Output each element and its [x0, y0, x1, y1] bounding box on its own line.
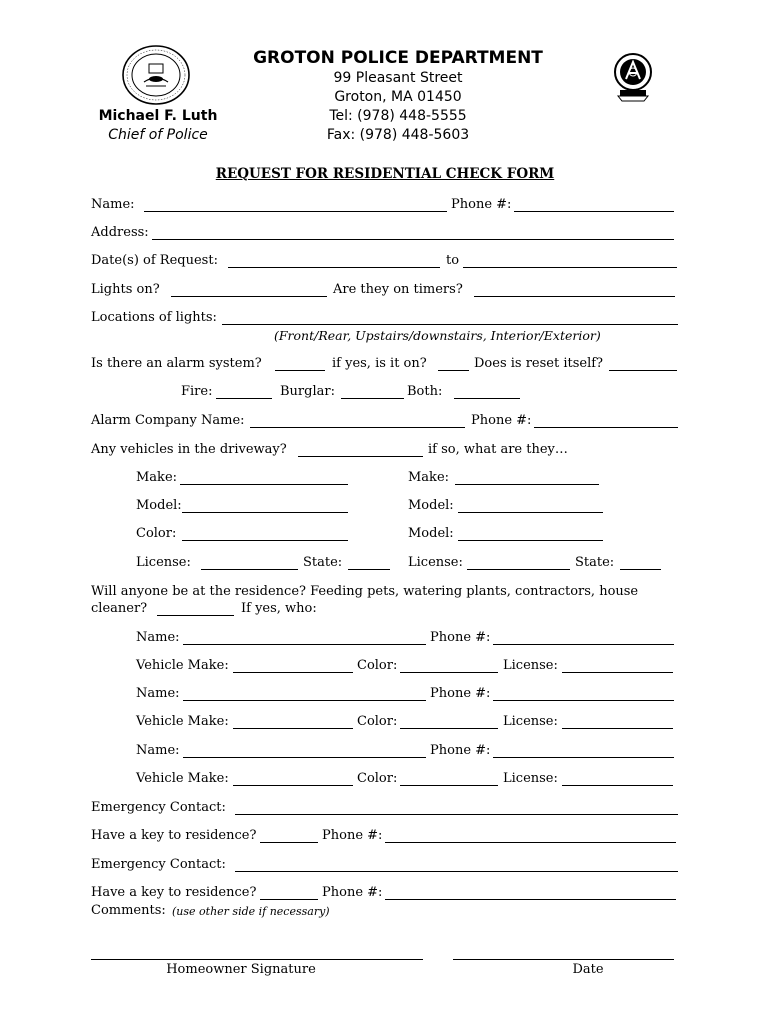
- emergency2-label: Emergency Contact:: [91, 857, 226, 872]
- signature-label: Homeowner Signature: [166, 962, 316, 977]
- vehicle2-state-label: State:: [575, 555, 615, 570]
- person1-color-label: Color:: [357, 658, 398, 673]
- vehicle2-make-field[interactable]: [455, 484, 599, 485]
- person3-license-field[interactable]: [562, 785, 673, 786]
- address-field[interactable]: [152, 239, 674, 240]
- date-from-field[interactable]: [228, 267, 440, 268]
- dates-label: Date(s) of Request:: [91, 253, 218, 268]
- burglar-field[interactable]: [341, 398, 404, 399]
- fire-label: Fire:: [181, 384, 213, 399]
- date-field[interactable]: [453, 959, 674, 960]
- person2-color-label: Color:: [357, 714, 398, 729]
- department-title: GROTON POLICE DEPARTMENT: [253, 48, 543, 68]
- timers-label: Are they on timers?: [333, 282, 463, 297]
- vehicle1-make-field[interactable]: [180, 484, 348, 485]
- reset-field[interactable]: [609, 370, 677, 371]
- vehicle2-model2-label: Model:: [408, 526, 454, 541]
- person2-color-field[interactable]: [400, 728, 498, 729]
- timers-field[interactable]: [474, 296, 675, 297]
- person2-name-label: Name:: [136, 686, 180, 701]
- vehicle1-color-field[interactable]: [182, 540, 348, 541]
- person3-vehicle-make-field[interactable]: [233, 785, 353, 786]
- alarm-field[interactable]: [275, 370, 325, 371]
- person2-phone-field[interactable]: [493, 700, 674, 701]
- key2-field[interactable]: [260, 899, 318, 900]
- person2-name-field[interactable]: [183, 700, 426, 701]
- anyone-question-line1: Will anyone be at the residence? Feeding pets, watering plants, contractors, house: [91, 584, 639, 599]
- person2-license-field[interactable]: [562, 728, 673, 729]
- comments-hint: (use other side if necessary): [172, 905, 330, 918]
- key2-phone-field[interactable]: [385, 899, 676, 900]
- vehicle1-model-label: Model:: [136, 498, 182, 513]
- person1-name-field[interactable]: [183, 644, 426, 645]
- phone-field[interactable]: [514, 211, 674, 212]
- form-title: REQUEST FOR RESIDENTIAL CHECK FORM: [215, 166, 555, 182]
- person3-vehicle-make-label: Vehicle Make:: [136, 771, 229, 786]
- person2-vehicle-make-label: Vehicle Make:: [136, 714, 229, 729]
- key2-label: Have a key to residence?: [91, 885, 257, 900]
- locations-label: Locations of lights:: [91, 310, 217, 325]
- vehicles-what-label: if so, what are they…: [428, 442, 568, 457]
- vehicle1-state-field[interactable]: [348, 569, 390, 570]
- anyone-field[interactable]: [157, 615, 234, 616]
- vehicle2-license-label: License:: [408, 555, 463, 570]
- locations-field[interactable]: [222, 324, 678, 325]
- vehicle2-model-label: Model:: [408, 498, 454, 513]
- person3-color-field[interactable]: [400, 785, 498, 786]
- phone-label: Phone #:: [451, 197, 512, 212]
- person1-color-field[interactable]: [400, 672, 498, 673]
- vehicle1-license-field[interactable]: [201, 569, 298, 570]
- chief-name: Michael F. Luth: [98, 108, 218, 124]
- name-label: Name:: [91, 197, 135, 212]
- signature-field[interactable]: [91, 959, 423, 960]
- person3-color-label: Color:: [357, 771, 398, 786]
- key1-label: Have a key to residence?: [91, 828, 257, 843]
- vehicles-label: Any vehicles in the driveway?: [91, 442, 287, 457]
- vehicle2-model-field[interactable]: [458, 512, 603, 513]
- vehicle1-make-label: Make:: [136, 470, 178, 485]
- fire-field[interactable]: [216, 398, 272, 399]
- vehicle1-color-label: Color:: [136, 526, 177, 541]
- key1-phone-field[interactable]: [385, 842, 676, 843]
- locations-hint: (Front/Rear, Upstairs/downstairs, Interior/Exterior): [274, 328, 601, 343]
- alarm-company-field[interactable]: [250, 427, 465, 428]
- key1-field[interactable]: [260, 842, 318, 843]
- burglar-label: Burglar:: [280, 384, 335, 399]
- if-yes-who-label: If yes, who:: [241, 601, 317, 616]
- vehicle2-license-field[interactable]: [467, 569, 570, 570]
- person2-license-label: License:: [503, 714, 558, 729]
- vehicle2-make-label: Make:: [408, 470, 450, 485]
- person3-name-label: Name:: [136, 743, 180, 758]
- lights-on-field[interactable]: [171, 296, 327, 297]
- vehicle2-state-field[interactable]: [620, 569, 661, 570]
- date-to-field[interactable]: [463, 267, 677, 268]
- alarm-phone-label: Phone #:: [471, 413, 532, 428]
- comments-label: Comments:: [91, 903, 166, 918]
- person3-phone-field[interactable]: [493, 757, 674, 758]
- key2-phone-label: Phone #:: [322, 885, 383, 900]
- person1-phone-label: Phone #:: [430, 630, 491, 645]
- person2-vehicle-make-field[interactable]: [233, 728, 353, 729]
- person2-phone-label: Phone #:: [430, 686, 491, 701]
- city-state-zip: Groton, MA 01450: [334, 89, 462, 105]
- emergency2-field[interactable]: [235, 871, 678, 872]
- address-label: Address:: [91, 225, 149, 240]
- vehicle1-state-label: State:: [303, 555, 343, 570]
- person1-name-label: Name:: [136, 630, 180, 645]
- emergency1-field[interactable]: [235, 814, 678, 815]
- key1-phone-label: Phone #:: [322, 828, 383, 843]
- person3-name-field[interactable]: [183, 757, 426, 758]
- person1-phone-field[interactable]: [493, 644, 674, 645]
- vehicle2-model2-field[interactable]: [458, 540, 603, 541]
- anyone-question-cleaner: cleaner?: [91, 601, 148, 616]
- alarm-company-label: Alarm Company Name:: [91, 413, 245, 428]
- to-label: to: [446, 253, 460, 268]
- emergency1-label: Emergency Contact:: [91, 800, 226, 815]
- lights-on-label: Lights on?: [91, 282, 160, 297]
- person1-license-field[interactable]: [562, 672, 673, 673]
- chief-title: Chief of Police: [108, 127, 208, 143]
- street-address: 99 Pleasant Street: [333, 70, 463, 86]
- vehicle1-license-label: License:: [136, 555, 191, 570]
- alarm-on-label: if yes, is it on?: [332, 356, 427, 371]
- telephone: Tel: (978) 448-5555: [329, 108, 467, 124]
- person3-license-label: License:: [503, 771, 558, 786]
- both-field[interactable]: [454, 398, 520, 399]
- vehicles-field[interactable]: [298, 456, 423, 457]
- alarm-label: Is there an alarm system?: [91, 356, 262, 371]
- fax: Fax: (978) 448-5603: [326, 127, 470, 143]
- alarm-on-field[interactable]: [438, 370, 469, 371]
- both-label: Both:: [407, 384, 443, 399]
- person1-license-label: License:: [503, 658, 558, 673]
- name-field[interactable]: [144, 211, 447, 212]
- date-label: Date: [572, 962, 604, 977]
- vehicle1-model-field[interactable]: [182, 512, 348, 513]
- reset-label: Does is reset itself?: [474, 356, 604, 371]
- person1-vehicle-make-field[interactable]: [233, 672, 353, 673]
- alarm-phone-field[interactable]: [534, 427, 678, 428]
- person3-phone-label: Phone #:: [430, 743, 491, 758]
- person1-vehicle-make-label: Vehicle Make:: [136, 658, 229, 673]
